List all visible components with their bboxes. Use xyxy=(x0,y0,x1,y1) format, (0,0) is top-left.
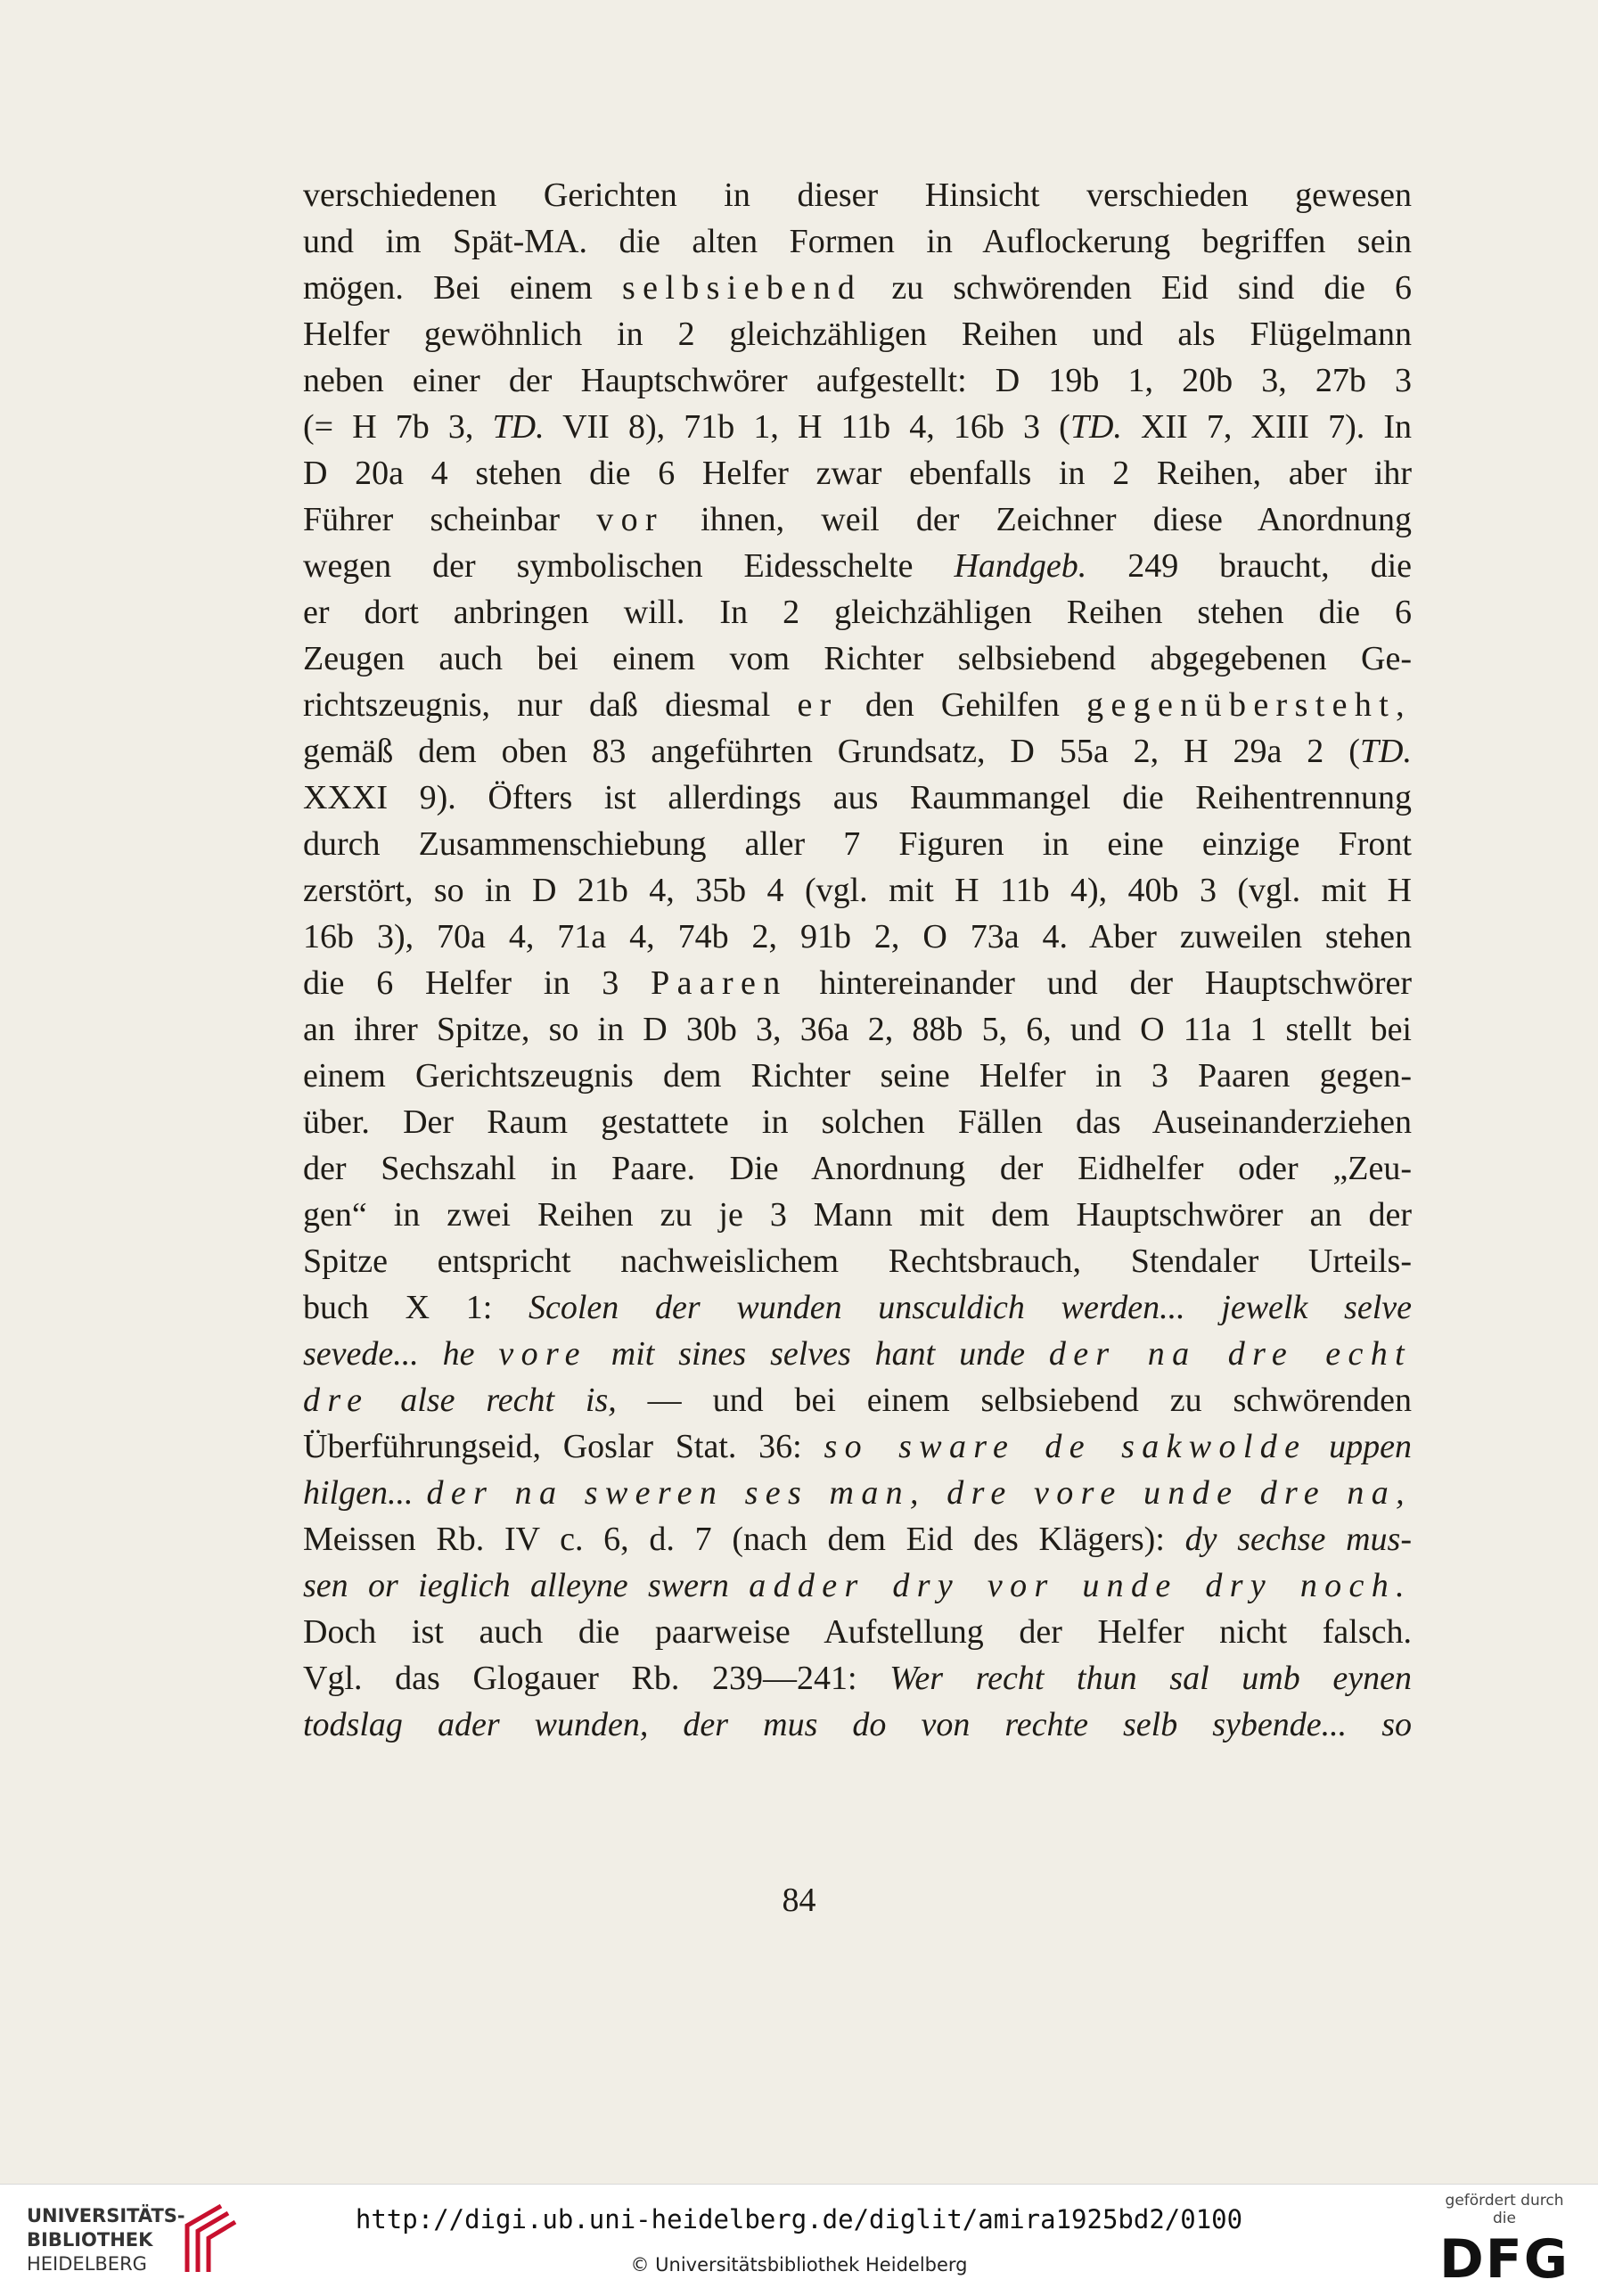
text-segment: Helfer gewöhnlich in 2 gleichzähligen Reihen und als Flügelmann xyxy=(303,316,1412,353)
text-line xyxy=(303,496,1412,543)
permalink-url[interactable]: http://digi.ub.uni-heidelberg.de/diglit/amira1925bd2/0100 xyxy=(355,2204,1243,2234)
text-segment: ihnen, weil der Zeichner diese Anordnung xyxy=(664,501,1412,538)
text-segment: der Sechszahl in Paare. Die Anordnung der Eidhelfer oder „Zeu- xyxy=(303,1150,1412,1187)
text-segment: durch Zusammenschiebung aller 7 Figuren in eine einzige Front xyxy=(303,825,1412,863)
text-segment: richtszeugnis, nur daß diesmal xyxy=(303,686,798,724)
text-segment: dre xyxy=(303,1382,370,1419)
text-line xyxy=(303,1655,1412,1702)
text-line xyxy=(303,636,1412,682)
copyright-notice: © Universitätsbibliothek Heidelberg xyxy=(630,2254,968,2276)
logo-line-3: HEIDELBERG xyxy=(27,2253,147,2275)
body-text xyxy=(303,172,1412,1748)
text-segment: wegen der symbolischen Eidesschelte xyxy=(303,547,955,585)
text-segment: gen“ in zwei Reihen zu je 3 Mann mit dem Hauptschwörer an der xyxy=(303,1196,1412,1234)
text-segment: Überführungseid, Goslar Stat. 36: xyxy=(303,1428,824,1465)
text-segment: vor xyxy=(596,501,664,538)
dfg-wordmark: DFG xyxy=(1438,2228,1570,2291)
text-segment: Meissen Rb. IV c. 6, d. 7 (nach dem Eid des Klägers): xyxy=(303,1521,1185,1558)
text-segment: neben einer der Hauptschwörer aufgestellt: D 19b 1, 20b 3, 27b 3 xyxy=(303,362,1412,399)
text-line xyxy=(303,218,1412,265)
text-line xyxy=(303,1284,1412,1331)
text-line xyxy=(303,821,1412,867)
text-line xyxy=(303,404,1412,450)
text-line xyxy=(303,1377,1412,1423)
text-segment: dy sechse mus- xyxy=(1184,1521,1412,1558)
text-segment: todslag ader wunden, der mus do von rechte selb sybende... so xyxy=(303,1706,1412,1743)
text-segment: buch X 1: xyxy=(303,1289,529,1326)
text-segment: XXXI 9). Öfters ist allerdings aus Raummangel die Reihentrennung xyxy=(303,779,1412,816)
text-segment: D 20a 4 stehen die 6 Helfer zwar ebenfalls in 2 Reihen, aber ihr xyxy=(303,455,1412,492)
text-segment: gegenübersteht, xyxy=(1086,686,1413,724)
viewer-footer xyxy=(0,2184,1598,2296)
text-segment: Zeugen auch bei einem vom Richter selbsiebend abgegebenen Ge- xyxy=(303,640,1412,677)
text-segment: alse recht is, xyxy=(369,1382,617,1419)
text-line xyxy=(303,543,1412,589)
dfg-logo[interactable] xyxy=(1433,2192,1576,2290)
text-segment: TD. xyxy=(1069,408,1122,446)
text-segment: zu schwörenden Eid sind die 6 xyxy=(862,269,1412,307)
text-segment: 249 braucht, die xyxy=(1086,547,1412,585)
logo-line-2: BIBLIOTHEK xyxy=(27,2229,153,2251)
text-segment: Vgl. das Glogauer Rb. 239—241: xyxy=(303,1660,890,1697)
text-line xyxy=(303,1145,1412,1192)
text-segment: — und bei einem selbsiebend zu schwörenden xyxy=(616,1382,1412,1419)
text-segment: mit sines selves hant unde xyxy=(586,1335,1049,1373)
text-line xyxy=(303,728,1412,775)
text-segment: der na dre echt xyxy=(1048,1335,1413,1373)
text-line xyxy=(303,450,1412,496)
dfg-funding-note: gefördert durch die xyxy=(1445,2192,1564,2227)
text-segment: die 6 Helfer in 3 xyxy=(303,964,651,1002)
text-line xyxy=(303,1423,1412,1470)
text-line xyxy=(303,1099,1412,1145)
text-segment: mögen. Bei einem xyxy=(303,269,622,307)
text-line xyxy=(303,1192,1412,1238)
text-segment: der na sweren ses man, dre vore unde dre na, xyxy=(426,1474,1412,1512)
text-segment: einem Gerichtszeugnis dem Richter seine Helfer in 3 Paaren gegen- xyxy=(303,1057,1412,1095)
text-line xyxy=(303,1470,1412,1516)
text-segment: Handgeb. xyxy=(954,547,1087,585)
text-line xyxy=(303,1006,1412,1053)
text-segment: Scolen der wunden unsculdich werden... jewelk selve xyxy=(529,1289,1412,1326)
text-segment: sen or ieglich alleyne swern xyxy=(303,1567,750,1604)
text-segment: Paaren xyxy=(651,964,788,1002)
text-line xyxy=(303,867,1412,914)
logo-line-1: UNIVERSITÄTS- xyxy=(27,2205,185,2226)
text-segment: hilgen... xyxy=(303,1474,427,1512)
text-segment: uppen xyxy=(1307,1428,1412,1465)
text-segment: vore xyxy=(498,1335,587,1373)
page-number: 84 xyxy=(782,1882,816,1919)
text-segment: 16b 3), 70a 4, 71a 4, 74b 2, 91b 2, O 73a 4. Aber zuweilen stehen xyxy=(303,918,1412,955)
text-segment: so sware de sakwolde xyxy=(824,1428,1307,1465)
text-segment: sevede... he xyxy=(303,1335,499,1373)
text-segment: Doch ist auch die paarweise Aufstellung der Helfer nicht falsch. xyxy=(303,1613,1412,1651)
text-line xyxy=(303,1238,1412,1284)
text-line xyxy=(303,1702,1412,1748)
text-line xyxy=(303,1609,1412,1655)
text-segment: XII 7, XIII 7). In xyxy=(1121,408,1413,446)
text-line xyxy=(303,914,1412,960)
text-segment: Führer scheinbar xyxy=(303,501,597,538)
text-segment: Wer recht thun sal umb eynen xyxy=(889,1660,1412,1697)
text-line xyxy=(303,1053,1412,1099)
text-segment: und im Spät-MA. die alten Formen in Auflockerung begriffen sein xyxy=(303,223,1412,260)
text-segment: er xyxy=(797,686,839,724)
text-line xyxy=(303,682,1412,728)
text-line xyxy=(303,311,1412,357)
text-segment: an ihrer Spitze, so in D 30b 3, 36a 2, 88b 5, 6, und O 11a 1 stellt bei xyxy=(303,1011,1412,1048)
text-segment: er dort anbringen will. In 2 gleichzähligen Reihen stehen die 6 xyxy=(303,594,1412,631)
text-line xyxy=(303,775,1412,821)
text-segment: gemäß dem oben 83 angeführten Grundsatz, D 55a 2, H 29a 2 ( xyxy=(303,733,1360,770)
text-line xyxy=(303,357,1412,404)
text-line xyxy=(303,960,1412,1006)
text-segment: den Gehilfen xyxy=(838,686,1087,724)
text-line xyxy=(303,265,1412,311)
text-segment: TD. xyxy=(492,408,545,446)
text-line xyxy=(303,172,1412,218)
text-line xyxy=(303,1331,1412,1377)
text-segment: selbsiebend xyxy=(621,269,863,307)
text-line xyxy=(303,589,1412,636)
text-segment: VII 8), 71b 1, H 11b 4, 16b 3 ( xyxy=(544,408,1070,446)
text-line xyxy=(303,1516,1412,1562)
text-segment: Spitze entspricht nachweislichem Rechtsbrauch, Stendaler Urteils- xyxy=(303,1242,1412,1280)
text-segment: über. Der Raum gestattete in solchen Fällen das Auseinanderziehen xyxy=(303,1103,1412,1141)
text-segment: zerstört, so in D 21b 4, 35b 4 (vgl. mit H 11b 4), 40b 3 (vgl. mit H xyxy=(303,872,1412,909)
text-segment: verschiedenen Gerichten in dieser Hinsicht verschieden gewesen xyxy=(303,176,1412,214)
text-segment: hintereinander und der Hauptschwörer xyxy=(787,964,1412,1002)
text-segment: adder dry vor unde dry noch. xyxy=(749,1567,1412,1604)
text-segment: TD. xyxy=(1359,733,1412,770)
text-segment: (= H 7b 3, xyxy=(303,408,493,446)
text-line xyxy=(303,1562,1412,1609)
